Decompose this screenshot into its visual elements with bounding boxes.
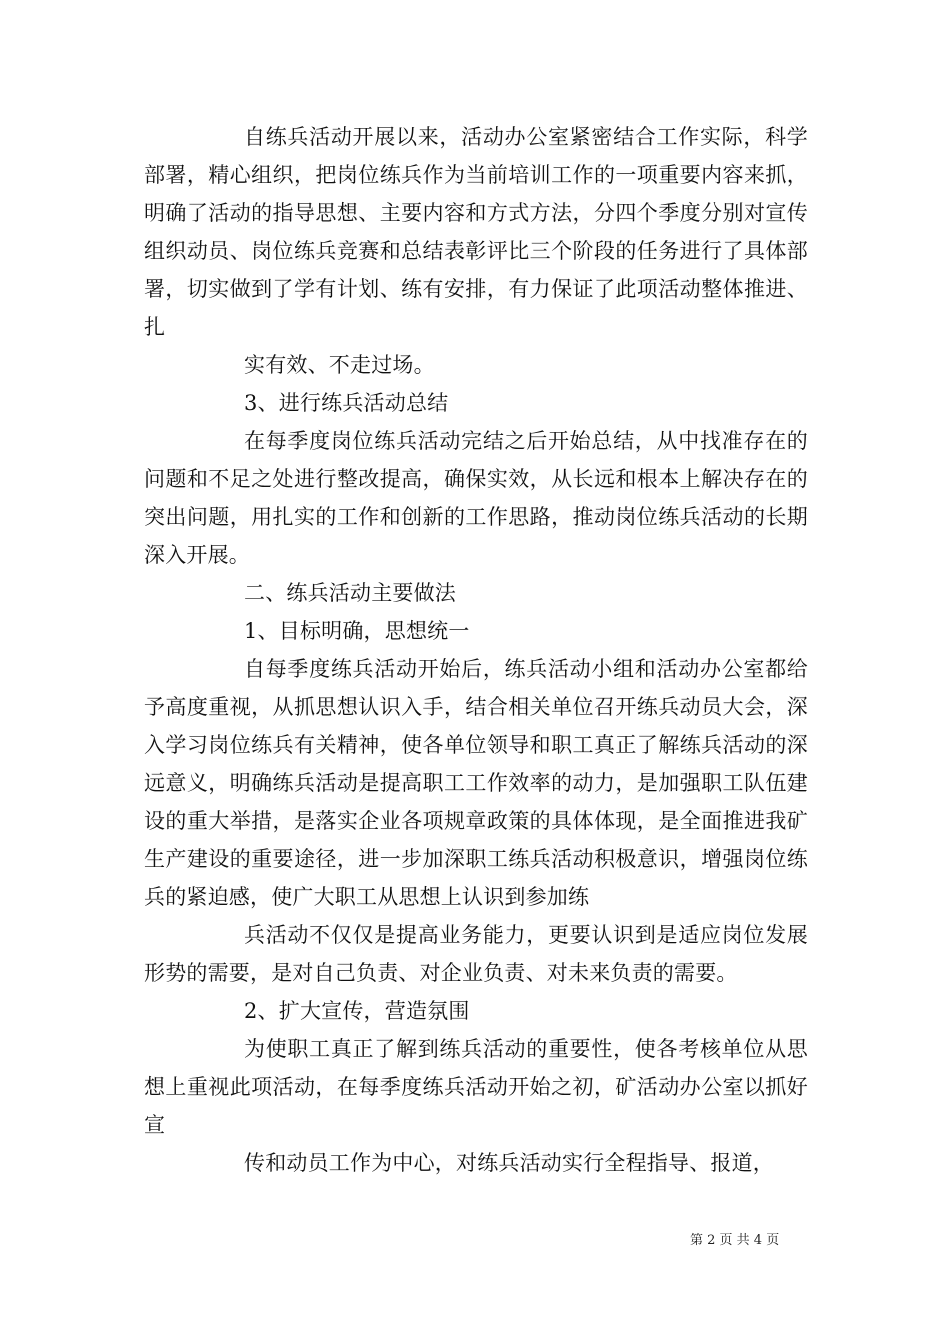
paragraph-goals: 自每季度练兵活动开始后，练兵活动小组和活动办公室都给予高度重视，从抓思想认识入手，结合相关单位召开练兵动员大会，深入学习岗位练兵有关精神，使各单位领导和职工真正了解练兵活动的深远意义，明确练兵活动是提高职工工作效率的动力，是加强职工队伍建设的重大举措，是落实企业各项规章政策的具体体现，是全面推进我矿生产建设的重要途径，进一步加深职工练兵活动积极意识，增强岗位练兵的紧迫感，使广大职工从思想上认识到参加练 <box>144 657 808 909</box>
paragraph-intro: 自练兵活动开展以来，活动办公室紧密结合工作实际，科学部署，精心组织，把岗位练兵作为当前培训工作的一项重要内容来抓，明确了活动的指导思想、主要内容和方式方法，分四个季度分别对宣传组织动员、岗位练兵竞赛和总结表彰评比三个阶段的任务进行了具体部署，切实做到了学有计划、练有安排，有力保证了此项活动整体推进、扎 <box>144 125 808 339</box>
section-heading-summary: 3、进行练兵活动总结 <box>244 391 449 415</box>
paragraph-publicity: 为使职工真正了解到练兵活动的重要性，使各考核单位从思想上重视此项活动，在每季度练兵活动开始之初，矿活动办公室以抓好宣 <box>144 1037 808 1137</box>
paragraph-publicity-continuation: 传和动员工作为中心，对练兵活动实行全程指导、报道， <box>244 1151 774 1175</box>
document-body <box>144 118 808 1182</box>
subheading-goals: 1、目标明确，思想统一 <box>244 619 470 643</box>
page-number-footer: 第 2 页 共 4 页 <box>690 1233 780 1248</box>
paragraph-summary: 在每季度岗位练兵活动完结之后开始总结，从中找准存在的问题和不足之处进行整改提高，确保实效，从长远和根本上解决存在的突出问题，用扎实的工作和创新的工作思路，推动岗位练兵活动的长期深入开展。 <box>144 429 808 567</box>
paragraph-goals-continuation: 兵活动不仅仅是提高业务能力，更要认识到是适应岗位发展形势的需要，是对自己负责、对企业负责、对未来负责的需要。 <box>144 923 808 985</box>
subheading-publicity: 2、扩大宣传，营造氛围 <box>244 999 470 1023</box>
paragraph-continuation: 实有效、不走过场。 <box>244 353 435 377</box>
section-heading-methods: 二、练兵活动主要做法 <box>244 581 456 605</box>
